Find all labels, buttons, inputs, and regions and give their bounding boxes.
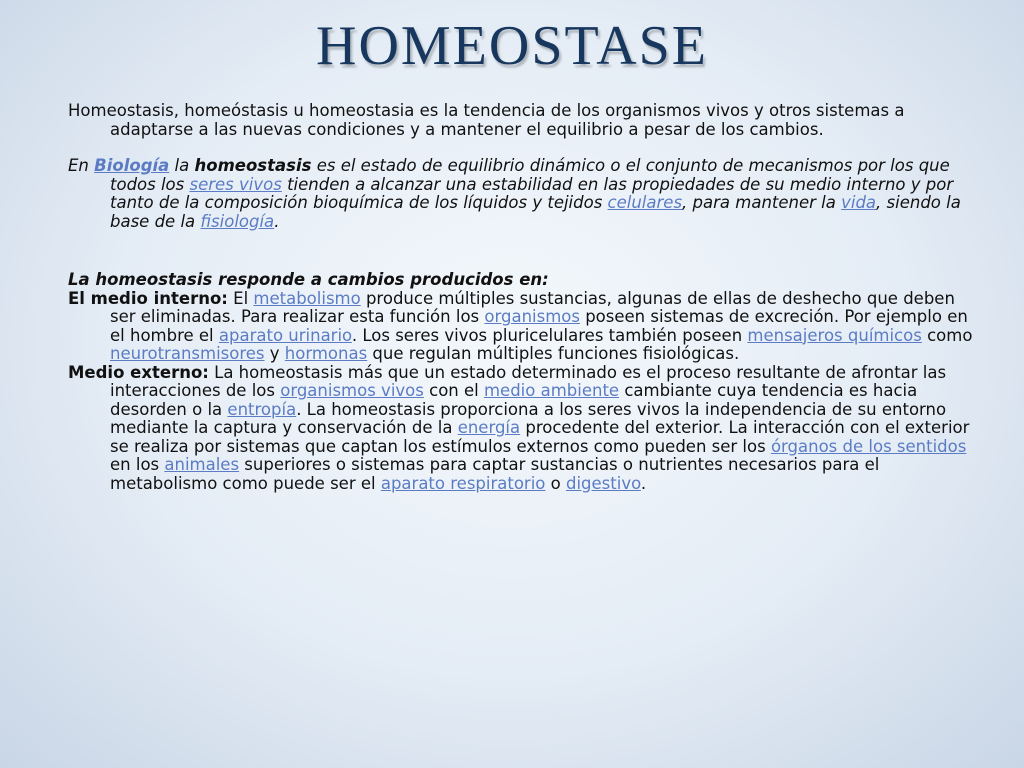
link-neurotransmisores[interactable]: neurotransmisores [110,344,265,363]
external-medium-label: Medio externo: [68,362,209,382]
biology-paragraph: En Biología la homeostasis es el estado de equilibrio dinámico o el conjunto de mecanismos por los que todos los seres vivos tienden a alcanzar una estabilidad en las propiedades de su medio interno y por tanto de la composición bioquímica de los líquidos y tejidos celulares, para mantener la vida, siendo la base de la fisiología. [68,156,961,231]
link-seres-vivos[interactable]: seres vivos [189,174,282,194]
link-biologia[interactable]: Biología [94,156,170,175]
link-mensajeros-quimicos[interactable]: mensajeros químicos [747,325,922,345]
link-organismos[interactable]: organismos [484,307,580,326]
internal-medium-paragraph: El medio interno: El metabolismo produce múltiples sustancias, algunas de ellas de deshecho que deben ser eliminadas. Para realizar esta función los organismos poseen sistemas de excreción. Por ejemplo en el hombre el aparato urinario. Los seres vivos pluricelulares también poseen mensajeros químicos como neurotransmisores y hormonas que regulan múltiples funciones fisiológicas. [68,288,973,363]
link-entropia[interactable]: entropía [227,399,297,419]
link-vida[interactable]: vida [841,193,877,212]
definition-paragraph: Homeostasis, homeóstasis u homeostasia es la tendencia de los organismos vivos y otros sistemas a adaptarse a las nuevas condiciones y a mantener el equilibrio a pesar de los cambios. [68,101,905,139]
link-aparato-urinario[interactable]: aparato urinario [218,325,352,345]
link-metabolismo[interactable]: metabolismo [253,288,361,308]
link-organos-sentidos[interactable]: órganos de los sentidos [770,436,967,456]
link-energia[interactable]: energía [457,418,521,437]
changes-heading: La homeostasis responde a cambios producidos en: [68,270,549,289]
slide-title: HOMEOSTASE [316,15,708,77]
slide-content [68,102,973,493]
link-organismos-vivos[interactable]: organismos vivos [280,381,424,400]
keyword-homeostasis: homeostasis [194,156,312,175]
link-hormonas[interactable]: hormonas [284,344,368,363]
link-celulares[interactable]: celulares [607,193,683,212]
external-medium-paragraph: Medio externo: La homeostasis más que un estado determinado es el proceso resultante de afrontar las interacciones de los organismos vivos con el medio ambiente cambiante cuya tendencia es hacia desorden o la entropía. La homeostasis proporciona a los seres vivos la independencia de su entorno mediante la captura y conservación de la energía procedente del exterior. La interacción con el exterior se realiza por sistemas que captan los estímulos externos como pueden ser los órganos de los sentidos en los animales superiores o sistemas para captar sustancias o nutrientes necesarios para el metabolismo como puede ser el aparato respiratorio o digestivo. [68,362,970,493]
link-aparato-respiratorio[interactable]: aparato respiratorio [380,473,546,493]
internal-medium-label: El medio interno: [68,288,228,308]
link-animales[interactable]: animales [164,455,240,474]
link-digestivo[interactable]: digestivo [566,473,641,493]
link-medio-ambiente[interactable]: medio ambiente [483,381,620,400]
link-fisiologia[interactable]: fisiología [200,211,275,231]
